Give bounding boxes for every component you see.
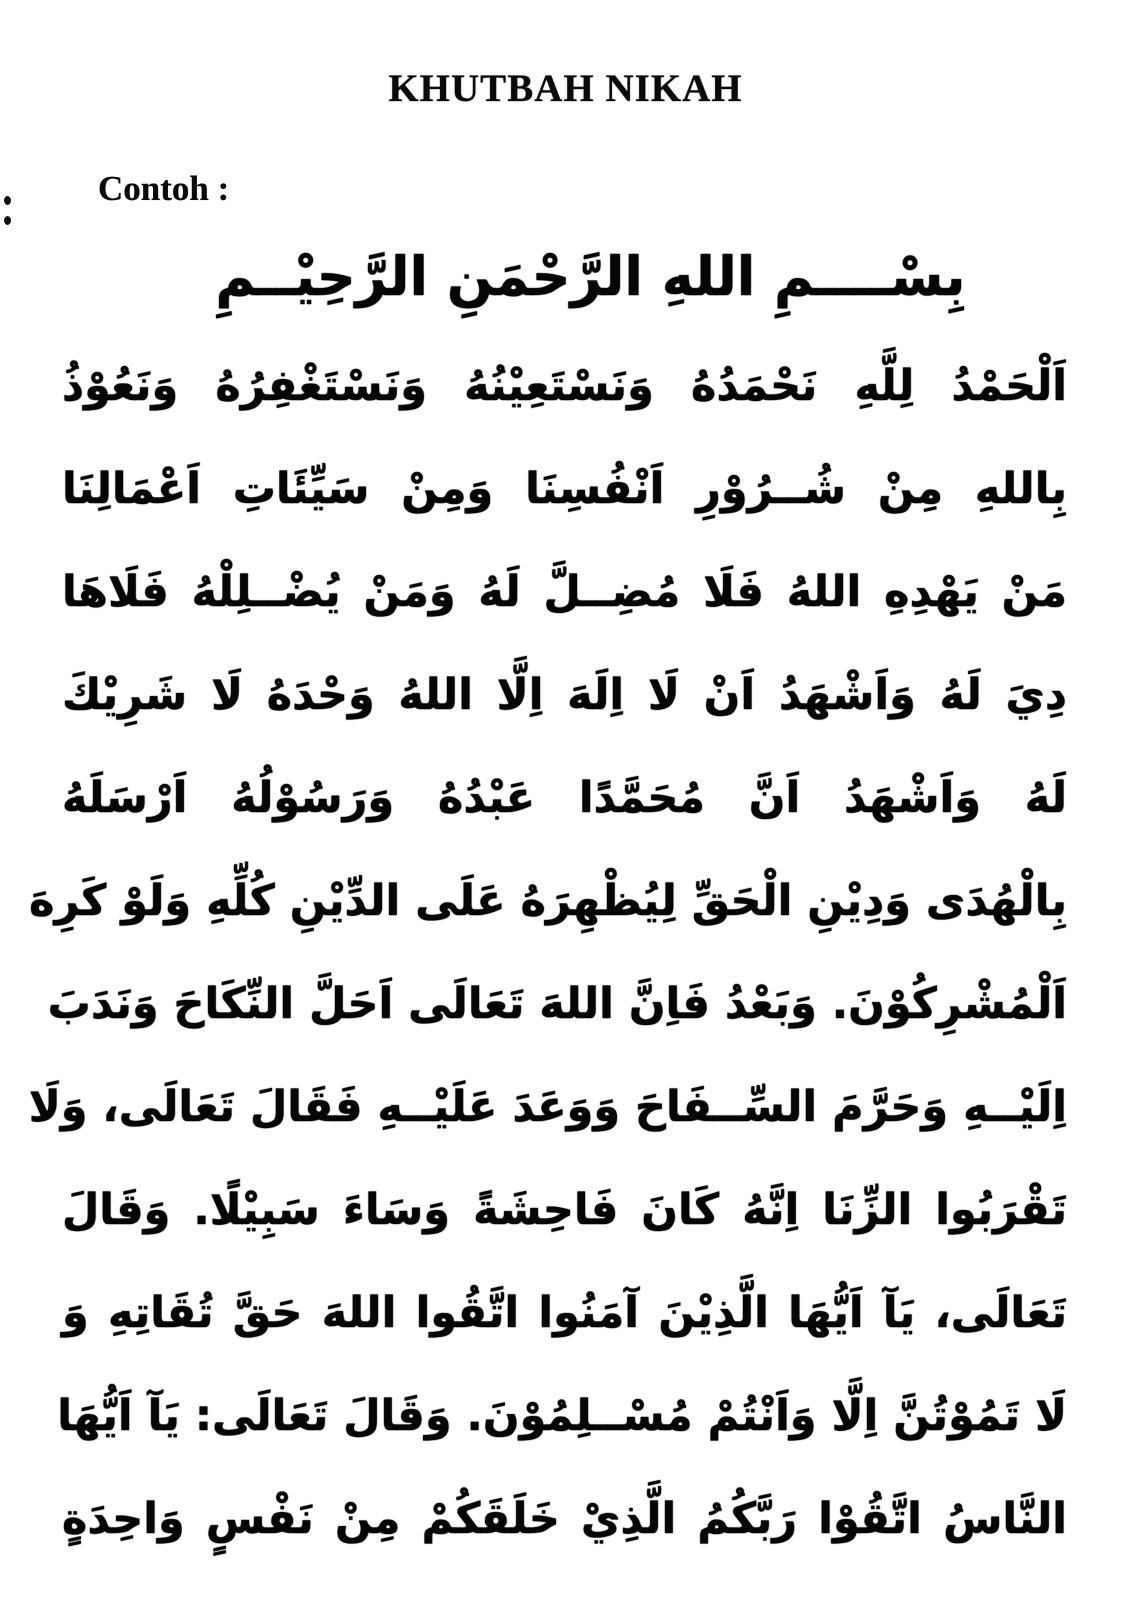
arabic-line: مَنْ يَهْدِهِ اللهُ فَلَا مُضِــلَّ لَهُ وَمَنْ يُضْــلِلْهُ فَلَاهَا <box>62 567 1067 617</box>
arabic-line: تَعَالَى، يَآ اَيُّهَا الَّذِيْنَ آمَنُوا اتَّقُوا اللهَ حَقَّ تُقَاتِهِ وَ <box>62 1288 1067 1338</box>
arabic-line: بِاللهِ مِنْ شُــرُوْرِ اَنْفُسِنَا وَمِنْ سَيِّئَاتِ اَعْمَالِنَا <box>62 464 1067 514</box>
bismillah-calligraphy: بِسْــــمِ اللهِ الرَّحْمَنِ الرَّحِيْــمِ <box>215 245 966 308</box>
khutbah-arabic-text <box>28 335 1067 1571</box>
arabic-line: بِالْهُدَى وَدِيْنِ الْحَقِّ لِيُظْهِرَهُ عَلَى الدِّيْنِ كُلِّهِ وَلَوْ كَرِهَ <box>29 876 1067 926</box>
arabic-line: لَا تَمُوْتُنَّ اِلَّا وَاَنْتُمْ مُسْــلِمُوْنَ. وَقَالَ تَعَالَى: يَآ اَيُّهَا <box>57 1391 1067 1441</box>
arabic-line: اَلْحَمْدُ لِلَّهِ نَحْمَدُهُ وَنَسْتَعِيْنُهُ وَنَسْتَغْفِرُهُ وَنَعُوْذُ <box>62 361 1067 411</box>
arabic-line: تَقْرَبُوا الزِّنَا اِنَّهُ كَانَ فَاحِشَةً وَسَاءَ سَبِيْلًا. وَقَالَ <box>62 1185 1067 1235</box>
arabic-line: دِيَ لَهُ وَاَشْهَدُ اَنْ لَا اِلَهَ اِلَّا اللهُ وَحْدَهُ لَا شَرِيْكَ <box>62 670 1067 720</box>
page-title: KHUTBAH NIKAH <box>388 67 743 110</box>
scan-artifact-dot <box>4 196 11 205</box>
arabic-line: اَلْمُشْرِكُوْنَ. وَبَعْدُ فَاِنَّ اللهَ تَعَالَى اَحَلَّ النِّكَاحَ وَنَدَبَ <box>47 979 1067 1029</box>
arabic-line: لَهُ وَاَشْهَدُ اَنَّ مُحَمَّدًا عَبْدُهُ وَرَسُوْلُهُ اَرْسَلَهُ <box>62 773 1067 823</box>
arabic-line: اِلَيْــهِ وَحَرَّمَ السِّــفَاحَ وَوَعَدَ عَلَيْــهِ فَقَالَ تَعَالَى، وَلَا <box>28 1082 1067 1132</box>
scan-artifact-dot <box>4 216 11 225</box>
example-label: Contoh : <box>98 169 230 208</box>
arabic-line: النَّاسُ اتَّقُوْا رَبَّكُمُ الَّذِيْ خَلَقَكُمْ مِنْ نَفْسٍ وَاحِدَةٍ <box>62 1494 1067 1544</box>
